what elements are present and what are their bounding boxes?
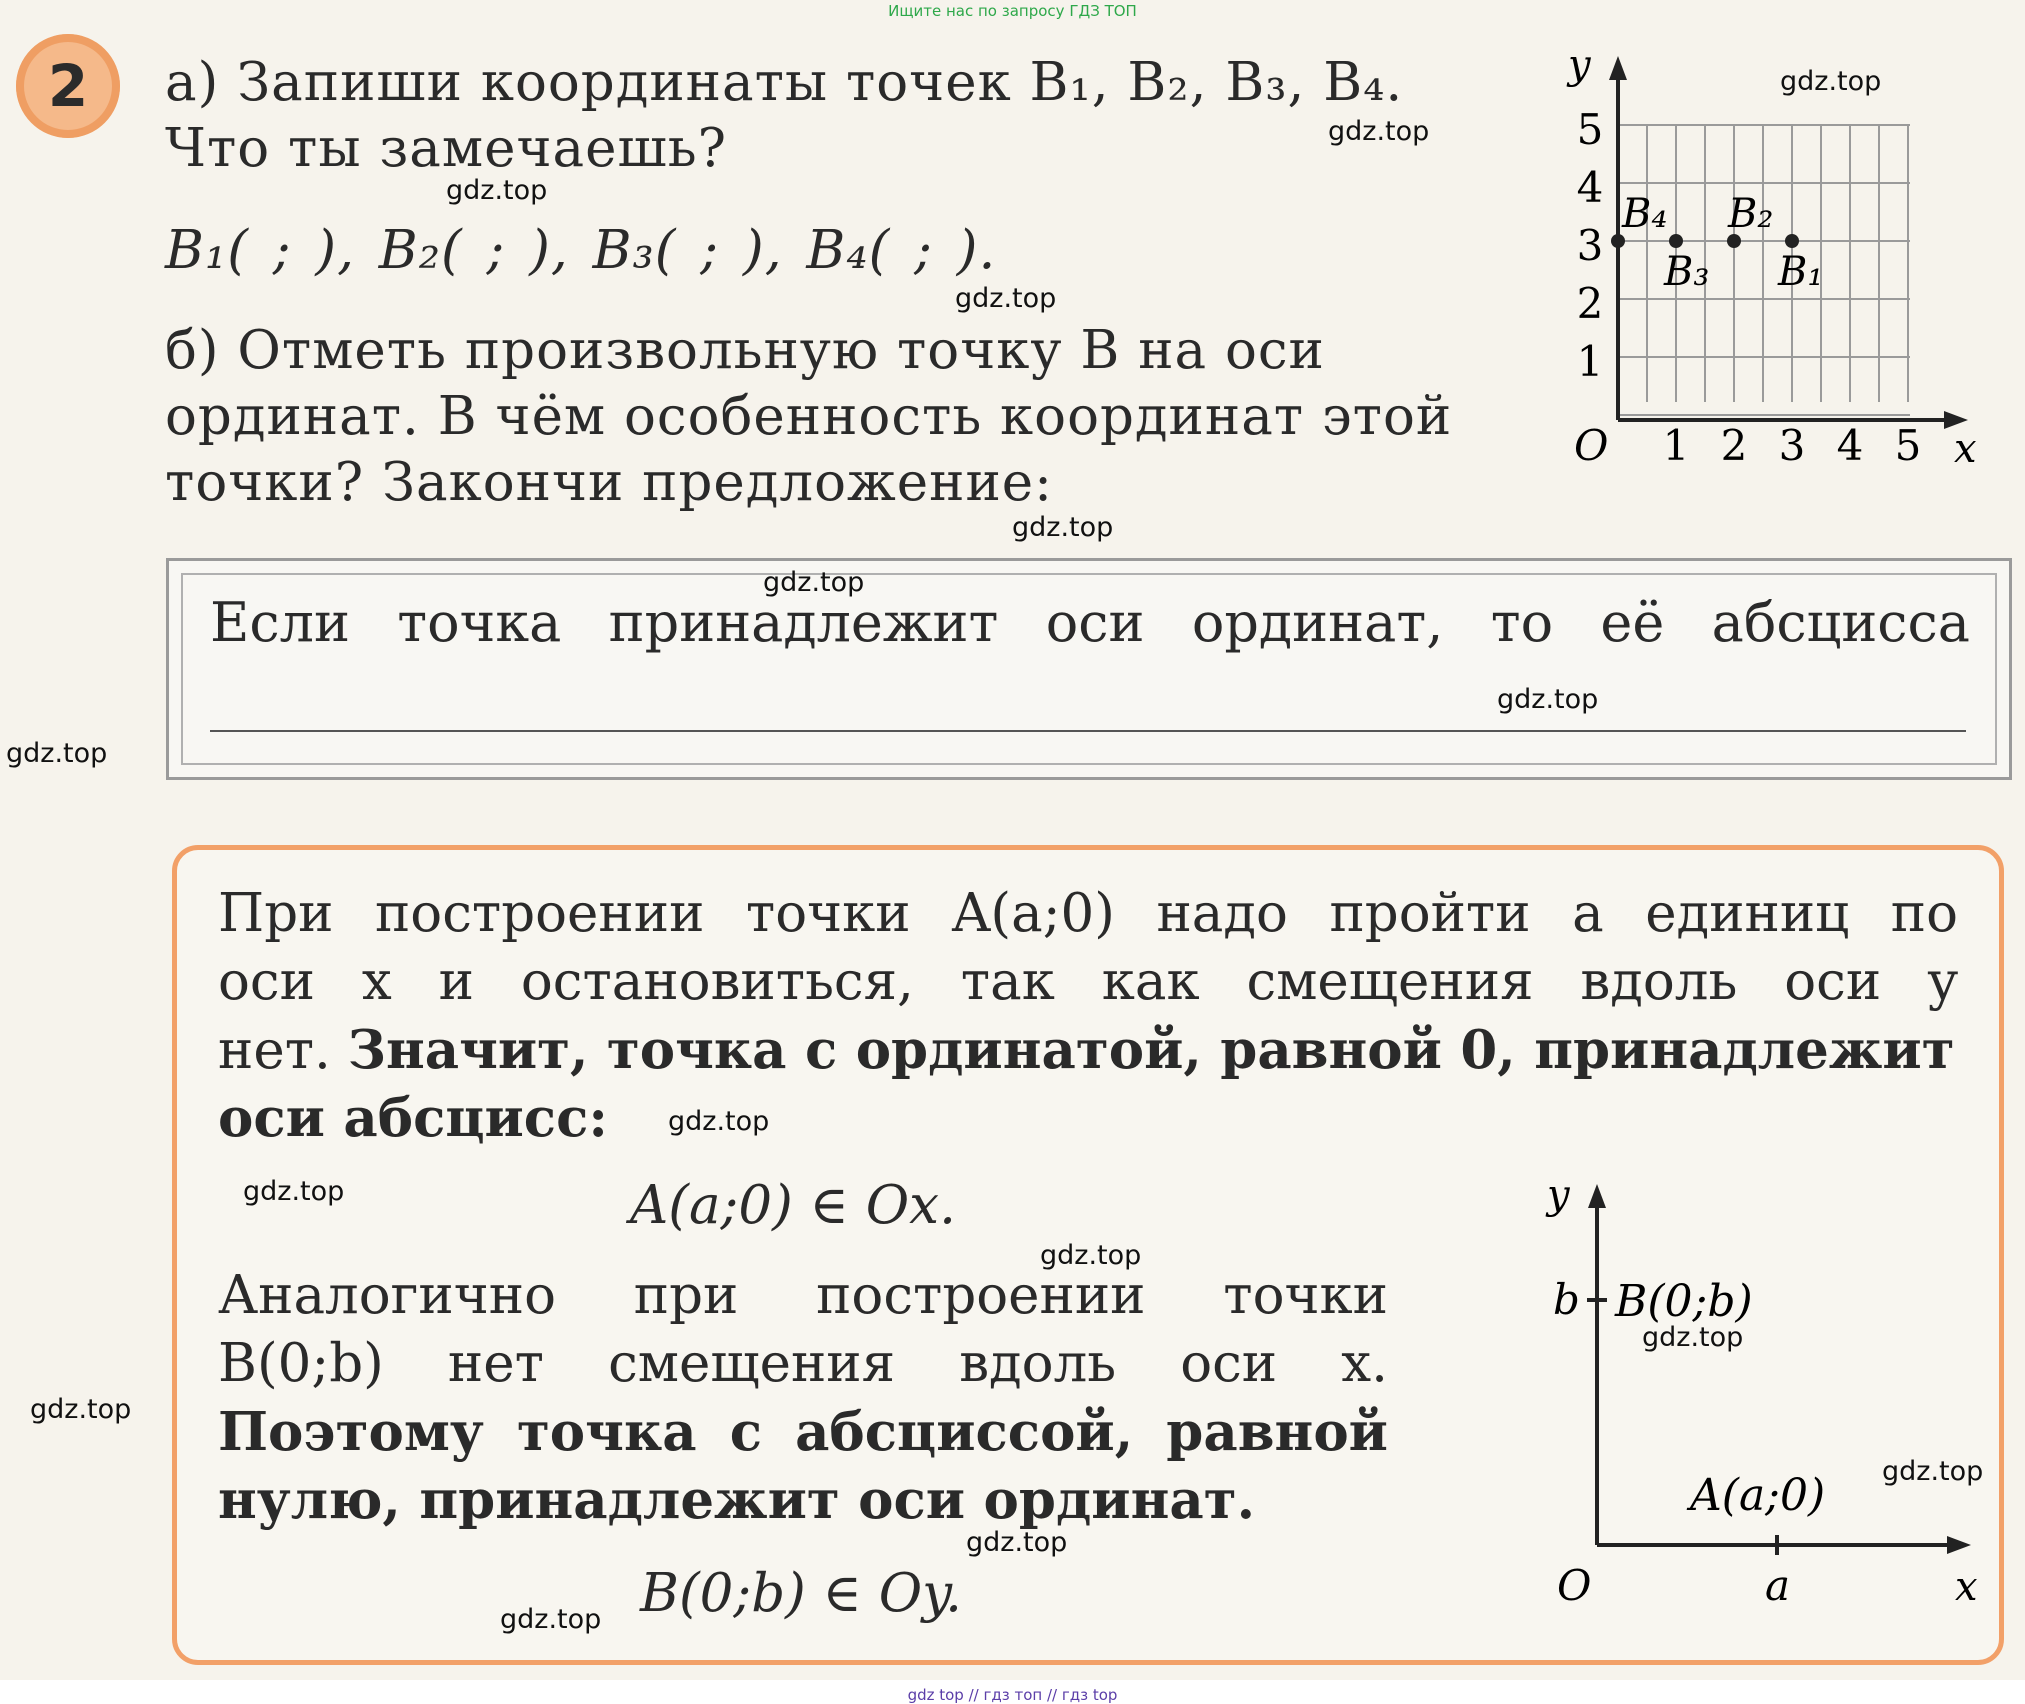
y-tick-labels	[1577, 105, 1604, 386]
part-b-line2: ординат. В чём особенность координат этой	[165, 386, 1453, 447]
graph2-x-label: x	[1955, 1564, 1978, 1610]
part-a-line2: Что ты замечаешь?	[165, 118, 728, 179]
point-marker	[1785, 234, 1799, 248]
watermark[interactable]: gdz.top	[1328, 116, 1430, 147]
graph2-point-a-label: A(a;0)	[1690, 1470, 1826, 1521]
coordinate-grid-graph	[1560, 40, 2000, 480]
watermark[interactable]: gdz.top	[668, 1106, 770, 1137]
theory-line1: При построении точки A(a;0) надо пройти a единиц по	[218, 883, 1958, 944]
part-b-line3: точки? Закончи предложение:	[165, 452, 1053, 513]
y-tick: 5	[1576, 105, 1604, 154]
theory-line7-bold: Поэтому точка с абсциссой, равной	[218, 1401, 1388, 1463]
x-tick-labels	[1663, 421, 1922, 470]
x-tick: 4	[1836, 421, 1864, 470]
theory-line8	[218, 1466, 1388, 1535]
y-tick: 1	[1576, 337, 1604, 386]
header-note[interactable]: Ищите нас по запросу ГДЗ ТОП	[888, 2, 1137, 20]
footer-note[interactable]: gdz top // гдз топ // гдз top	[907, 1686, 1118, 1704]
watermark[interactable]: gdz.top	[243, 1176, 345, 1207]
y-axis-arrow	[1609, 56, 1627, 80]
grid-lines	[1618, 125, 1910, 415]
point-label: B₃	[1664, 249, 1710, 295]
y-tick: 2	[1576, 279, 1604, 328]
point-marker	[1669, 234, 1683, 248]
graph1-origin-label: O	[1574, 421, 1609, 470]
formula-b-in-oy: B(0;b) ∈ Oy.	[640, 1563, 962, 1624]
y-tick: 3	[1576, 221, 1604, 270]
watermark[interactable]: gdz.top	[966, 1527, 1068, 1558]
theory-line4-bold: оси абсцисс:	[218, 1087, 608, 1149]
graph1-x-label: x	[1954, 426, 1977, 472]
watermark[interactable]: gdz.top	[1012, 512, 1114, 543]
watermark[interactable]: gdz.top	[955, 283, 1057, 314]
graph2-x-arrow	[1947, 1536, 1971, 1554]
point-label: B₄	[1622, 191, 1668, 237]
graph2-origin-label: O	[1557, 1561, 1592, 1610]
x-tick: 3	[1778, 421, 1806, 470]
theory-line3	[218, 1016, 1958, 1085]
x-tick: 2	[1720, 421, 1748, 470]
watermark[interactable]: gdz.top	[1882, 1456, 1984, 1487]
theory-line2: оси x и остановиться, так как смещения вдоль оси y	[218, 951, 1958, 1012]
answer-blank-line[interactable]	[210, 730, 1966, 732]
graph2-point-b-label: B(0;b)	[1615, 1276, 1753, 1327]
theory-line7	[218, 1398, 1388, 1467]
theory-line3-bold: Значит, точка с ординатой, равной 0, принадлежит	[347, 1019, 1955, 1081]
x-tick: 5	[1894, 421, 1922, 470]
graph1-y-label: y	[1568, 42, 1591, 88]
point-label: B₂	[1728, 191, 1774, 237]
coordinates-answer-line: B₁( ; ), B₂( ; ), B₃( ; ), B₄( ; ).	[165, 220, 997, 281]
theory-line3-normal: нет.	[218, 1020, 348, 1081]
task-number-badge	[16, 34, 120, 138]
watermark[interactable]: gdz.top	[500, 1604, 602, 1635]
watermark[interactable]: gdz.top	[1040, 1240, 1142, 1271]
theory-line6: B(0;b) нет смещения вдоль оси x.	[218, 1333, 1388, 1394]
watermark[interactable]: gdz.top	[1497, 684, 1599, 715]
theory-line8-bold: нулю, принадлежит оси ординат.	[218, 1469, 1256, 1531]
point-label: B₁	[1778, 249, 1824, 295]
theory-line4	[218, 1084, 608, 1153]
graph2-a-tick-label: a	[1765, 1561, 1791, 1610]
x-tick: 1	[1662, 421, 1690, 470]
watermark[interactable]: gdz.top	[1780, 66, 1882, 97]
theory-line5: Аналогично при построении точки	[218, 1265, 1388, 1326]
watermark[interactable]: gdz.top	[6, 738, 108, 769]
watermark[interactable]: gdz.top	[30, 1394, 132, 1425]
fill-in-sentence: Если точка принадлежит оси ординат, то её абсцисса	[210, 591, 1970, 654]
graph2-y-label: y	[1547, 1172, 1570, 1218]
part-a-line1: а) Запиши координаты точек B₁, B₂, B₃, B₄.	[165, 52, 1404, 113]
axis-points-graph	[1535, 1170, 1995, 1610]
watermark[interactable]: gdz.top	[1642, 1322, 1744, 1353]
y-tick: 4	[1576, 163, 1604, 212]
graph2-y-arrow	[1588, 1184, 1606, 1208]
part-b-line1: б) Отметь произвольную точку B на оси	[165, 320, 1325, 381]
watermark[interactable]: gdz.top	[446, 175, 548, 206]
task-number: 2	[47, 52, 89, 120]
graph2-b-tick-label: b	[1553, 1275, 1580, 1324]
watermark[interactable]: gdz.top	[763, 567, 865, 598]
formula-a-in-ox: A(a;0) ∈ Ox.	[630, 1175, 956, 1236]
